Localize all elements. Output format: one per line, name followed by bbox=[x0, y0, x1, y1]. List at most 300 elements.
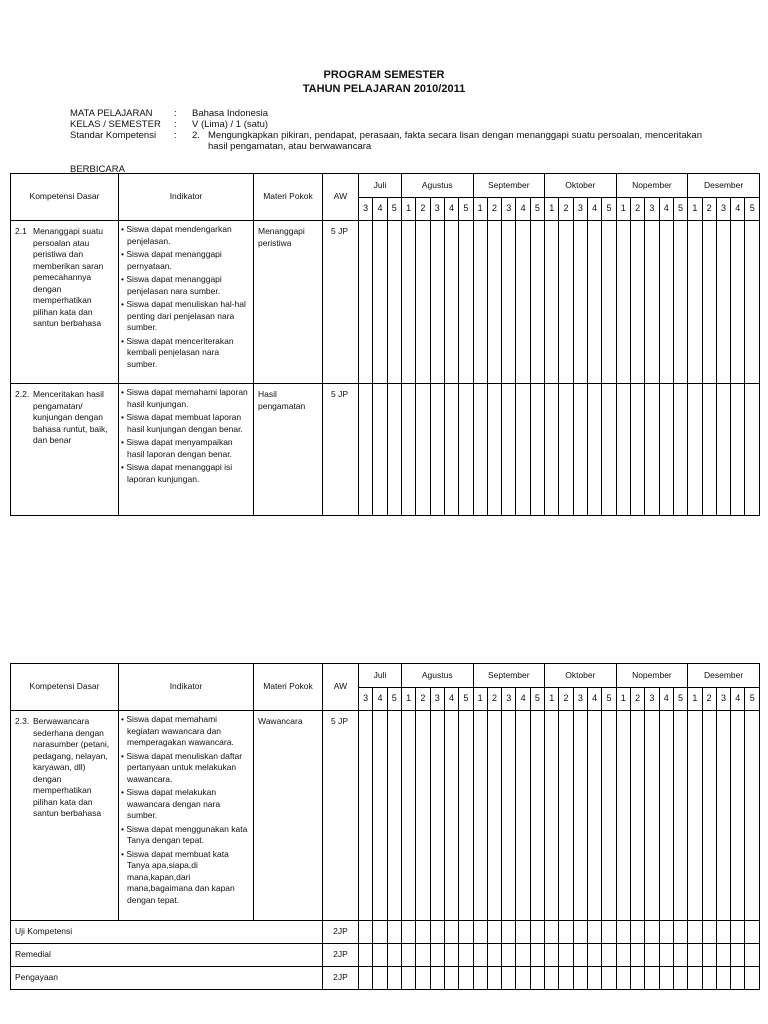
schedule-cell[interactable] bbox=[659, 711, 673, 921]
schedule-cell[interactable] bbox=[588, 921, 602, 944]
schedule-cell[interactable] bbox=[545, 967, 559, 990]
schedule-cell[interactable] bbox=[545, 711, 559, 921]
schedule-cell[interactable] bbox=[745, 384, 760, 516]
schedule-cell[interactable] bbox=[645, 921, 659, 944]
kompetensi-dasar-cell bbox=[11, 384, 119, 516]
schedule-cell[interactable] bbox=[630, 384, 644, 516]
bullet-icon: • bbox=[121, 750, 127, 761]
footer-row bbox=[11, 944, 760, 967]
schedule-cell[interactable] bbox=[373, 384, 387, 516]
document-subtitle: TAHUN PELAJARAN 2010/2011 bbox=[302, 83, 466, 95]
schedule-cell[interactable] bbox=[516, 967, 530, 990]
month-header: Agustus bbox=[401, 664, 473, 688]
schedule-cell[interactable] bbox=[602, 967, 616, 990]
section-label: BERBICARA bbox=[70, 164, 125, 175]
week-header: 5 bbox=[459, 198, 473, 221]
week-header: 4 bbox=[516, 198, 530, 221]
schedule-cell[interactable] bbox=[487, 944, 501, 967]
bullet-icon: • bbox=[121, 224, 127, 234]
schedule-cell[interactable] bbox=[602, 711, 616, 921]
schedule-cell[interactable] bbox=[602, 221, 616, 384]
schedule-cell[interactable] bbox=[616, 384, 630, 516]
materi-pokok-cell: Menanggapi peristiwa bbox=[254, 221, 323, 384]
schedule-cell[interactable] bbox=[444, 967, 458, 990]
week-header: 5 bbox=[459, 688, 473, 711]
competency-row bbox=[11, 221, 760, 384]
schedule-cell[interactable] bbox=[502, 711, 516, 921]
schedule-cell[interactable] bbox=[645, 221, 659, 384]
col-header-kompetensi-dasar: Kompetensi Dasar bbox=[11, 664, 119, 711]
week-header: 2 bbox=[702, 198, 716, 221]
schedule-cell[interactable] bbox=[359, 711, 373, 921]
schedule-cell[interactable] bbox=[373, 967, 387, 990]
schedule-cell[interactable] bbox=[459, 384, 473, 516]
schedule-cell[interactable] bbox=[659, 921, 673, 944]
schedule-cell[interactable] bbox=[688, 221, 702, 384]
schedule-cell[interactable] bbox=[673, 711, 687, 921]
week-header: 4 bbox=[373, 688, 387, 711]
schedule-cell[interactable] bbox=[387, 711, 401, 921]
kd-text: Berwawancara sederhana dengan narasumber (petani, pedagang, nelayan, karyawan, dll) dengan memperhatikan pilihan kata dan santun berbahasa bbox=[33, 716, 110, 818]
schedule-cell[interactable] bbox=[430, 384, 444, 516]
schedule-cell[interactable] bbox=[630, 221, 644, 384]
schedule-cell[interactable] bbox=[416, 711, 430, 921]
schedule-cell[interactable] bbox=[359, 384, 373, 516]
bullet-icon: • bbox=[121, 249, 127, 259]
footer-label: Uji Kompetensi bbox=[11, 921, 323, 944]
schedule-cell[interactable] bbox=[659, 221, 673, 384]
indikator-item bbox=[121, 849, 251, 907]
schedule-cell[interactable] bbox=[516, 944, 530, 967]
schedule-cell[interactable] bbox=[559, 921, 573, 944]
week-header: 2 bbox=[487, 688, 501, 711]
month-header: Oktober bbox=[545, 664, 617, 688]
schedule-cell[interactable] bbox=[473, 944, 487, 967]
indikator-text: Siswa dapat menggunakan kata Tanya dengan tepat. bbox=[126, 823, 248, 845]
schedule-cell[interactable] bbox=[616, 221, 630, 384]
schedule-cell[interactable] bbox=[401, 921, 415, 944]
week-header: 4 bbox=[516, 688, 530, 711]
schedule-cell[interactable] bbox=[602, 944, 616, 967]
schedule-cell[interactable] bbox=[559, 384, 573, 516]
footer-aw: 2JP bbox=[323, 921, 359, 944]
bullet-icon: • bbox=[121, 462, 127, 472]
footer-label: Pengayaan bbox=[11, 967, 323, 990]
week-header: 1 bbox=[401, 688, 415, 711]
schedule-cell[interactable] bbox=[487, 711, 501, 921]
indikator-text: Siswa dapat memahami kegiatan wawancara dan memperagakan wawancara. bbox=[126, 714, 234, 747]
schedule-cell[interactable] bbox=[745, 944, 760, 967]
week-header: 3 bbox=[502, 688, 516, 711]
week-header: 3 bbox=[359, 198, 373, 221]
week-header: 4 bbox=[373, 198, 387, 221]
schedule-cell[interactable] bbox=[516, 221, 530, 384]
schedule-cell[interactable] bbox=[659, 944, 673, 967]
schedule-cell[interactable] bbox=[487, 384, 501, 516]
schedule-cell[interactable] bbox=[387, 384, 401, 516]
indikator-cell bbox=[119, 384, 254, 516]
schedule-cell[interactable] bbox=[745, 711, 760, 921]
week-header: 4 bbox=[588, 688, 602, 711]
schedule-cell[interactable] bbox=[659, 967, 673, 990]
week-header: 3 bbox=[645, 688, 659, 711]
schedule-cell[interactable] bbox=[502, 221, 516, 384]
month-header: Desember bbox=[688, 174, 760, 198]
schedule-cell[interactable] bbox=[716, 384, 730, 516]
schedule-cell[interactable] bbox=[559, 967, 573, 990]
schedule-cell[interactable] bbox=[745, 221, 760, 384]
schedule-cell[interactable] bbox=[359, 221, 373, 384]
schedule-cell[interactable] bbox=[387, 944, 401, 967]
week-header: 3 bbox=[430, 198, 444, 221]
schedule-cell[interactable] bbox=[545, 944, 559, 967]
footer-row bbox=[11, 921, 760, 944]
schedule-cell[interactable] bbox=[573, 221, 587, 384]
schedule-cell[interactable] bbox=[444, 711, 458, 921]
indikator-cell bbox=[119, 221, 254, 384]
week-header: 3 bbox=[645, 198, 659, 221]
indikator-item bbox=[121, 387, 251, 410]
week-header: 3 bbox=[430, 688, 444, 711]
schedule-cell[interactable] bbox=[530, 384, 544, 516]
schedule-cell[interactable] bbox=[731, 711, 745, 921]
schedule-cell[interactable] bbox=[373, 944, 387, 967]
schedule-cell[interactable] bbox=[573, 944, 587, 967]
indikator-text: Siswa dapat mendengarkan penjelasan. bbox=[126, 224, 232, 246]
schedule-cell[interactable] bbox=[616, 944, 630, 967]
indikator-item bbox=[121, 462, 251, 485]
footer-aw: 2JP bbox=[323, 967, 359, 990]
schedule-cell[interactable] bbox=[716, 967, 730, 990]
schedule-cell[interactable] bbox=[516, 384, 530, 516]
schedule-cell[interactable] bbox=[430, 921, 444, 944]
schedule-cell[interactable] bbox=[573, 384, 587, 516]
schedule-cell[interactable] bbox=[616, 711, 630, 921]
schedule-cell[interactable] bbox=[530, 711, 544, 921]
schedule-cell[interactable] bbox=[373, 921, 387, 944]
schedule-cell[interactable] bbox=[530, 967, 544, 990]
schedule-cell[interactable] bbox=[673, 921, 687, 944]
schedule-cell[interactable] bbox=[545, 921, 559, 944]
schedule-cell[interactable] bbox=[373, 711, 387, 921]
bullet-icon: • bbox=[121, 714, 127, 724]
schedule-cell[interactable] bbox=[359, 967, 373, 990]
schedule-cell[interactable] bbox=[630, 944, 644, 967]
week-header: 4 bbox=[444, 688, 458, 711]
schedule-cell[interactable] bbox=[545, 221, 559, 384]
schedule-cell[interactable] bbox=[630, 921, 644, 944]
schedule-cell[interactable] bbox=[416, 967, 430, 990]
week-header: 1 bbox=[473, 198, 487, 221]
schedule-cell[interactable] bbox=[688, 384, 702, 516]
schedule-cell[interactable] bbox=[702, 967, 716, 990]
schedule-cell[interactable] bbox=[502, 944, 516, 967]
schedule-cell[interactable] bbox=[487, 921, 501, 944]
week-header: 3 bbox=[573, 688, 587, 711]
schedule-cell[interactable] bbox=[473, 384, 487, 516]
schedule-cell[interactable] bbox=[401, 967, 415, 990]
footer-label: Remedial bbox=[11, 944, 323, 967]
schedule-cell[interactable] bbox=[430, 221, 444, 384]
schedule-cell[interactable] bbox=[688, 921, 702, 944]
schedule-cell[interactable] bbox=[387, 921, 401, 944]
schedule-cell[interactable] bbox=[731, 967, 745, 990]
schedule-cell[interactable] bbox=[716, 711, 730, 921]
schedule-cell[interactable] bbox=[444, 384, 458, 516]
week-header: 5 bbox=[602, 688, 616, 711]
aw-cell: 5 JP bbox=[323, 221, 359, 384]
schedule-cell[interactable] bbox=[416, 384, 430, 516]
schedule-cell[interactable] bbox=[359, 921, 373, 944]
schedule-cell[interactable] bbox=[430, 711, 444, 921]
schedule-cell[interactable] bbox=[401, 944, 415, 967]
schedule-cell[interactable] bbox=[473, 967, 487, 990]
schedule-cell[interactable] bbox=[530, 921, 544, 944]
week-header: 4 bbox=[444, 198, 458, 221]
schedule-cell[interactable] bbox=[731, 921, 745, 944]
program-table-1 bbox=[10, 173, 760, 516]
schedule-cell[interactable] bbox=[688, 944, 702, 967]
schedule-cell[interactable] bbox=[459, 921, 473, 944]
indikator-item bbox=[121, 249, 251, 272]
schedule-cell[interactable] bbox=[459, 967, 473, 990]
schedule-cell[interactable] bbox=[473, 921, 487, 944]
standar-description: Mengungkapkan pikiran, pendapat, perasaan, fakta secara lisan dengan menanggapi suatu persoalan, menceritakan hasil pengamatan, atau berwawancara bbox=[208, 130, 702, 152]
week-header: 5 bbox=[530, 198, 544, 221]
schedule-cell[interactable] bbox=[702, 221, 716, 384]
indikator-text: Siswa dapat menanggapi penjelasan nara sumber. bbox=[126, 274, 222, 296]
week-header: 2 bbox=[559, 198, 573, 221]
header-row-months bbox=[11, 664, 760, 688]
kd-text: Menceritakan hasil pengamatan/ kunjungan dengan bahasa runtut, baik, dan benar bbox=[33, 389, 108, 445]
schedule-cell[interactable] bbox=[731, 384, 745, 516]
schedule-cell[interactable] bbox=[731, 944, 745, 967]
schedule-cell[interactable] bbox=[444, 221, 458, 384]
field-separator: : bbox=[174, 108, 177, 119]
schedule-cell[interactable] bbox=[588, 711, 602, 921]
schedule-cell[interactable] bbox=[459, 221, 473, 384]
schedule-cell[interactable] bbox=[616, 921, 630, 944]
schedule-cell[interactable] bbox=[416, 944, 430, 967]
schedule-cell[interactable] bbox=[559, 944, 573, 967]
week-header: 3 bbox=[716, 688, 730, 711]
schedule-cell[interactable] bbox=[416, 921, 430, 944]
schedule-cell[interactable] bbox=[688, 711, 702, 921]
week-header: 4 bbox=[659, 198, 673, 221]
week-header: 1 bbox=[616, 198, 630, 221]
week-header: 2 bbox=[487, 198, 501, 221]
bullet-icon: • bbox=[121, 335, 127, 346]
week-header: 1 bbox=[616, 688, 630, 711]
schedule-cell[interactable] bbox=[401, 384, 415, 516]
indikator-text: Siswa dapat menuliskan daftar pertanyaan untuk melakukan wawancara. bbox=[126, 750, 243, 784]
schedule-cell[interactable] bbox=[673, 944, 687, 967]
field-mata-pelajaran bbox=[70, 108, 268, 119]
indikator-text: Siswa dapat menyampaikan hasil laporan dengan benar. bbox=[126, 437, 233, 459]
kompetensi-dasar-cell bbox=[11, 221, 119, 384]
schedule-cell[interactable] bbox=[444, 921, 458, 944]
week-header: 2 bbox=[630, 688, 644, 711]
indikator-item bbox=[121, 299, 251, 334]
schedule-cell[interactable] bbox=[673, 384, 687, 516]
schedule-cell[interactable] bbox=[673, 967, 687, 990]
schedule-cell[interactable] bbox=[630, 967, 644, 990]
week-header: 3 bbox=[573, 198, 587, 221]
schedule-cell[interactable] bbox=[588, 944, 602, 967]
schedule-cell[interactable] bbox=[387, 221, 401, 384]
schedule-cell[interactable] bbox=[559, 711, 573, 921]
week-header: 5 bbox=[387, 198, 401, 221]
week-header: 1 bbox=[688, 198, 702, 221]
week-header: 3 bbox=[716, 198, 730, 221]
schedule-cell[interactable] bbox=[745, 967, 760, 990]
schedule-cell[interactable] bbox=[731, 221, 745, 384]
schedule-cell[interactable] bbox=[516, 921, 530, 944]
week-header: 2 bbox=[416, 688, 430, 711]
month-header: September bbox=[473, 174, 545, 198]
footer-row bbox=[11, 967, 760, 990]
schedule-cell[interactable] bbox=[416, 221, 430, 384]
schedule-cell[interactable] bbox=[459, 944, 473, 967]
indikator-item bbox=[121, 274, 251, 297]
kd-number: 2.1 bbox=[15, 226, 27, 236]
indikator-text: Siswa dapat memahami laporan hasil kunjungan. bbox=[126, 387, 248, 409]
schedule-cell[interactable] bbox=[588, 967, 602, 990]
field-separator: : bbox=[174, 119, 177, 130]
field-label: Standar Kompetensi bbox=[70, 130, 157, 141]
indikator-item bbox=[121, 787, 251, 822]
week-header: 3 bbox=[502, 198, 516, 221]
schedule-cell[interactable] bbox=[487, 221, 501, 384]
col-header-materi-pokok: Materi Pokok bbox=[254, 664, 323, 711]
schedule-cell[interactable] bbox=[659, 384, 673, 516]
schedule-cell[interactable] bbox=[573, 921, 587, 944]
schedule-cell[interactable] bbox=[645, 384, 659, 516]
schedule-cell[interactable] bbox=[716, 921, 730, 944]
week-header: 1 bbox=[401, 198, 415, 221]
col-header-aw: AW bbox=[323, 664, 359, 711]
month-header: September bbox=[473, 664, 545, 688]
week-header: 5 bbox=[602, 198, 616, 221]
bullet-icon: • bbox=[121, 823, 127, 834]
schedule-cell[interactable] bbox=[530, 944, 544, 967]
schedule-cell[interactable] bbox=[645, 711, 659, 921]
footer-aw: 2JP bbox=[323, 944, 359, 967]
schedule-cell[interactable] bbox=[502, 384, 516, 516]
week-header: 3 bbox=[359, 688, 373, 711]
schedule-cell[interactable] bbox=[702, 711, 716, 921]
field-separator: : bbox=[174, 130, 177, 141]
week-header: 2 bbox=[416, 198, 430, 221]
schedule-cell[interactable] bbox=[688, 967, 702, 990]
schedule-cell[interactable] bbox=[487, 967, 501, 990]
schedule-cell[interactable] bbox=[645, 967, 659, 990]
month-header: Nopember bbox=[616, 664, 688, 688]
bullet-icon: • bbox=[121, 387, 127, 397]
schedule-cell[interactable] bbox=[545, 384, 559, 516]
kd-text: Menanggapi suatu persoalan atau peristiwa dan memberikan saran pemecahannya dengan memperhatikan pilihan kata dan santun berbahasa bbox=[33, 226, 104, 328]
field-value: V (Lima) / 1 (satu) bbox=[192, 119, 269, 130]
col-header-indikator: Indikator bbox=[119, 664, 254, 711]
schedule-cell[interactable] bbox=[373, 221, 387, 384]
month-header: Oktober bbox=[545, 174, 617, 198]
month-header: Nopember bbox=[616, 174, 688, 198]
week-header: 2 bbox=[630, 198, 644, 221]
week-header: 2 bbox=[702, 688, 716, 711]
standar-kompetensi-text bbox=[192, 130, 702, 152]
schedule-cell[interactable] bbox=[401, 711, 415, 921]
document-title: PROGRAM SEMESTER bbox=[323, 69, 445, 81]
schedule-cell[interactable] bbox=[602, 921, 616, 944]
schedule-cell[interactable] bbox=[359, 944, 373, 967]
week-header: 2 bbox=[559, 688, 573, 711]
month-header: Juli bbox=[359, 664, 402, 688]
schedule-cell[interactable] bbox=[459, 711, 473, 921]
schedule-cell[interactable] bbox=[430, 967, 444, 990]
schedule-cell[interactable] bbox=[702, 921, 716, 944]
indikator-text: Siswa dapat menceriterakan kembali penjelasan nara sumber. bbox=[126, 335, 234, 369]
schedule-cell[interactable] bbox=[516, 711, 530, 921]
materi-pokok-cell: Wawancara bbox=[254, 711, 323, 921]
week-header: 4 bbox=[731, 198, 745, 221]
bullet-icon: • bbox=[121, 848, 127, 859]
schedule-cell[interactable] bbox=[616, 967, 630, 990]
schedule-cell[interactable] bbox=[473, 711, 487, 921]
bullet-icon: • bbox=[121, 787, 127, 797]
schedule-cell[interactable] bbox=[588, 221, 602, 384]
schedule-cell[interactable] bbox=[588, 384, 602, 516]
schedule-cell[interactable] bbox=[645, 944, 659, 967]
schedule-cell[interactable] bbox=[573, 967, 587, 990]
week-header: 4 bbox=[588, 198, 602, 221]
schedule-cell[interactable] bbox=[702, 944, 716, 967]
schedule-cell[interactable] bbox=[602, 384, 616, 516]
week-header: 4 bbox=[731, 688, 745, 711]
indikator-text: Siswa dapat menanggapi isi laporan kunjungan. bbox=[126, 462, 233, 484]
schedule-cell[interactable] bbox=[430, 944, 444, 967]
schedule-cell[interactable] bbox=[745, 921, 760, 944]
schedule-cell[interactable] bbox=[473, 221, 487, 384]
week-header: 5 bbox=[745, 688, 760, 711]
kd-number: 2.2. bbox=[15, 389, 30, 399]
schedule-cell[interactable] bbox=[716, 221, 730, 384]
field-standar-kompetensi bbox=[70, 130, 192, 141]
schedule-cell[interactable] bbox=[387, 967, 401, 990]
week-header: 1 bbox=[545, 688, 559, 711]
schedule-cell[interactable] bbox=[673, 221, 687, 384]
week-header: 4 bbox=[659, 688, 673, 711]
bullet-icon: • bbox=[121, 412, 127, 422]
indikator-text: Siswa dapat menanggapi pernyataan. bbox=[126, 249, 222, 271]
schedule-cell[interactable] bbox=[716, 944, 730, 967]
schedule-cell[interactable] bbox=[702, 384, 716, 516]
week-header: 5 bbox=[387, 688, 401, 711]
month-header: Desember bbox=[688, 664, 760, 688]
schedule-cell[interactable] bbox=[401, 221, 415, 384]
indikator-cell bbox=[119, 711, 254, 921]
week-header: 5 bbox=[673, 198, 687, 221]
kompetensi-dasar-cell bbox=[11, 711, 119, 921]
schedule-cell[interactable] bbox=[444, 944, 458, 967]
schedule-cell[interactable] bbox=[630, 711, 644, 921]
aw-cell: 5 JP bbox=[323, 711, 359, 921]
schedule-cell[interactable] bbox=[559, 221, 573, 384]
kd-number: 2.3. bbox=[15, 716, 30, 726]
schedule-cell[interactable] bbox=[573, 711, 587, 921]
schedule-cell[interactable] bbox=[502, 967, 516, 990]
schedule-cell[interactable] bbox=[502, 921, 516, 944]
schedule-cell[interactable] bbox=[530, 221, 544, 384]
